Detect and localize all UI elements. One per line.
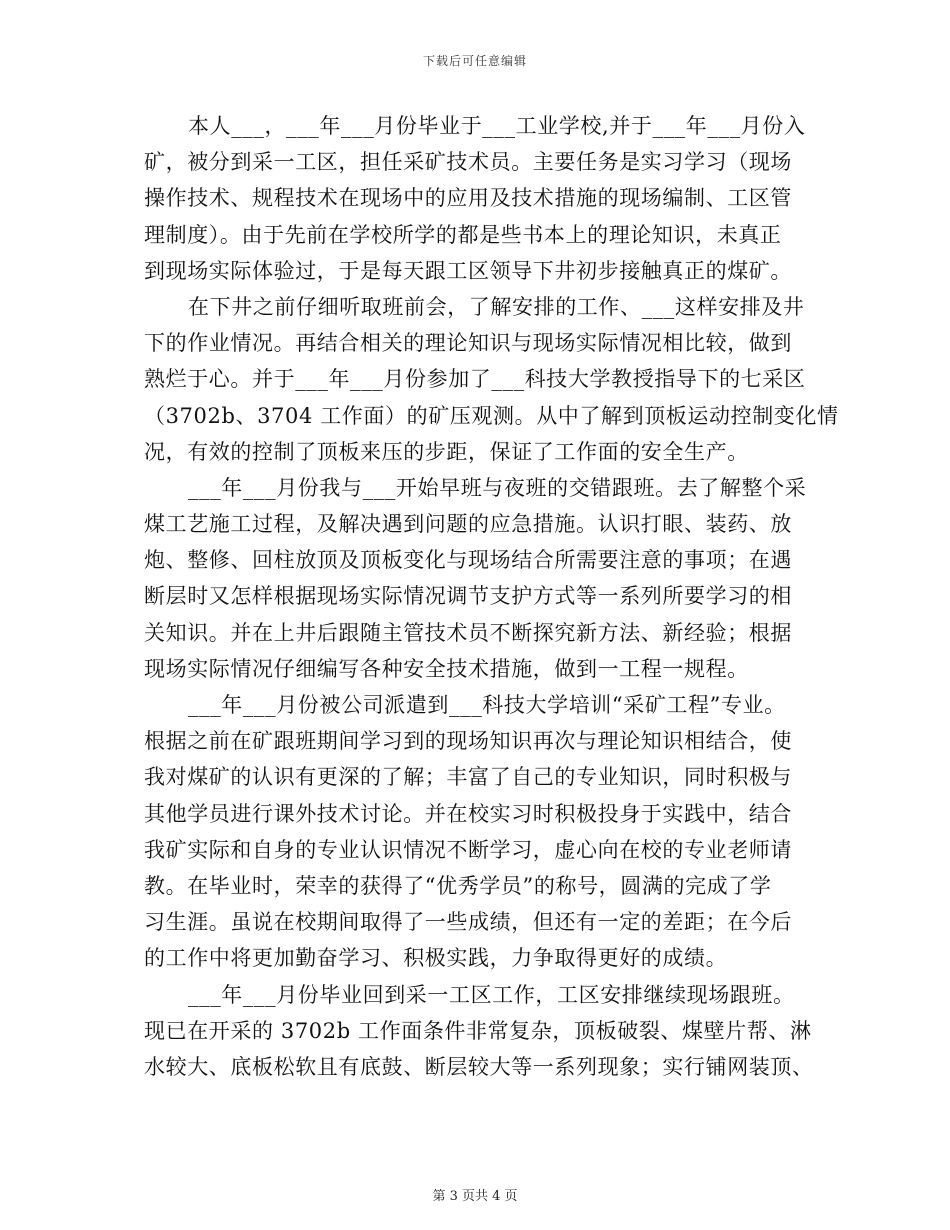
document-body <box>144 108 839 1085</box>
text-line: 现已在开采的 3702b 工作面条件非常复杂，顶板破裂、煤壁片帮、淋 <box>144 1018 812 1043</box>
text-line: 水较大、底板松软且有底鼓、断层较大等一系列现象；实行铺网装顶、 <box>144 1054 814 1079</box>
text-line: 操作技术、规程技术在现场中的应用及技术措施的现场编制、工区管 <box>144 186 792 211</box>
page-number-footer: 第 3 页共 4 页 <box>432 1189 518 1204</box>
text-line: 现场实际情况仔细编写各种安全技术措施，做到一工程一规程。 <box>144 656 749 681</box>
text-line: ___年___月份我与___开始早班与夜班的交错跟班。去了解整个采 <box>188 475 807 500</box>
text-line: 下的作业情况。再结合相关的理论知识与现场实际情况相比较，做到 <box>144 331 792 356</box>
text-line: 矿，被分到采一工区，担任采矿技术员。主要任务是实习学习（现场 <box>144 150 792 175</box>
paragraph-1 <box>144 108 812 289</box>
text-line: 其他学员进行课外技术讨论。并在校实习时积极投身于实践中，结合 <box>144 801 792 826</box>
text-line: 在下井之前仔细听取班前会，了解安排的工作、___这样安排及井 <box>188 294 805 319</box>
text-line: 根据之前在矿跟班期间学习到的现场知识再次与理论知识相结合，使 <box>144 729 792 754</box>
text-line: 煤工艺施工过程，及解决遇到问题的应急措施。认识打眼、装药、放 <box>144 512 792 537</box>
paragraph-4 <box>144 687 812 977</box>
text-line: 我矿实际和自身的专业认识情况不断学习，虚心向在校的专业老师请 <box>144 837 792 862</box>
text-line: 我对煤矿的认识有更深的了解；丰富了自己的专业知识，同时积极与 <box>144 765 792 790</box>
text-line: 教。在毕业时，荣幸的获得了“优秀学员”的称号，圆满的完成了学 <box>144 873 772 898</box>
text-line: 关知识。并在上井后跟随主管技术员不断探究新方法、新经验；根据 <box>144 620 792 645</box>
paragraph-2 <box>144 289 839 470</box>
text-line: 断层时又怎样根据现场实际情况调节支护方式等一系列所要学习的相 <box>144 584 792 609</box>
text-line: ___年___月份被公司派遣到___科技大学培训“采矿工程”专业。 <box>188 693 786 717</box>
text-line: 炮、整修、回柱放顶及顶板变化与现场结合所需要注意的事项；在遇 <box>144 548 792 573</box>
text-line: 到现场实际体验过，于是每天跟工区领导下井初步接触真正的煤矿。 <box>144 258 792 283</box>
paragraph-3 <box>144 470 812 687</box>
text-line: 习生涯。虽说在校期间取得了一些成绩，但还有一定的差距；在今后 <box>144 910 792 935</box>
paragraph-5 <box>144 977 812 1086</box>
page-header: 下载后可任意编辑 <box>422 54 527 68</box>
text-line: 本人___，___年___月份毕业于___工业学校,并于___年___月份入 <box>188 114 806 138</box>
text-line: 的工作中将更加勤奋学习、积极实践，力争取得更好的成绩。 <box>144 946 728 971</box>
text-line: 理制度）。由于先前在学校所学的都是些书本上的理论知识，未真正 <box>144 222 782 247</box>
text-line: 熟烂于心。并于___年___月份参加了___科技大学教授指导下的七采区 <box>144 367 806 392</box>
text-line: ___年___月份毕业回到采一工区工作，工区安排继续现场跟班。 <box>188 982 795 1007</box>
text-line: （3702b、3704 工作面）的矿压观测。从中了解到顶板运动控制变化情 <box>144 403 839 428</box>
text-line: 况，有效的控制了顶板来压的步距，保证了工作面的安全生产。 <box>144 439 749 464</box>
